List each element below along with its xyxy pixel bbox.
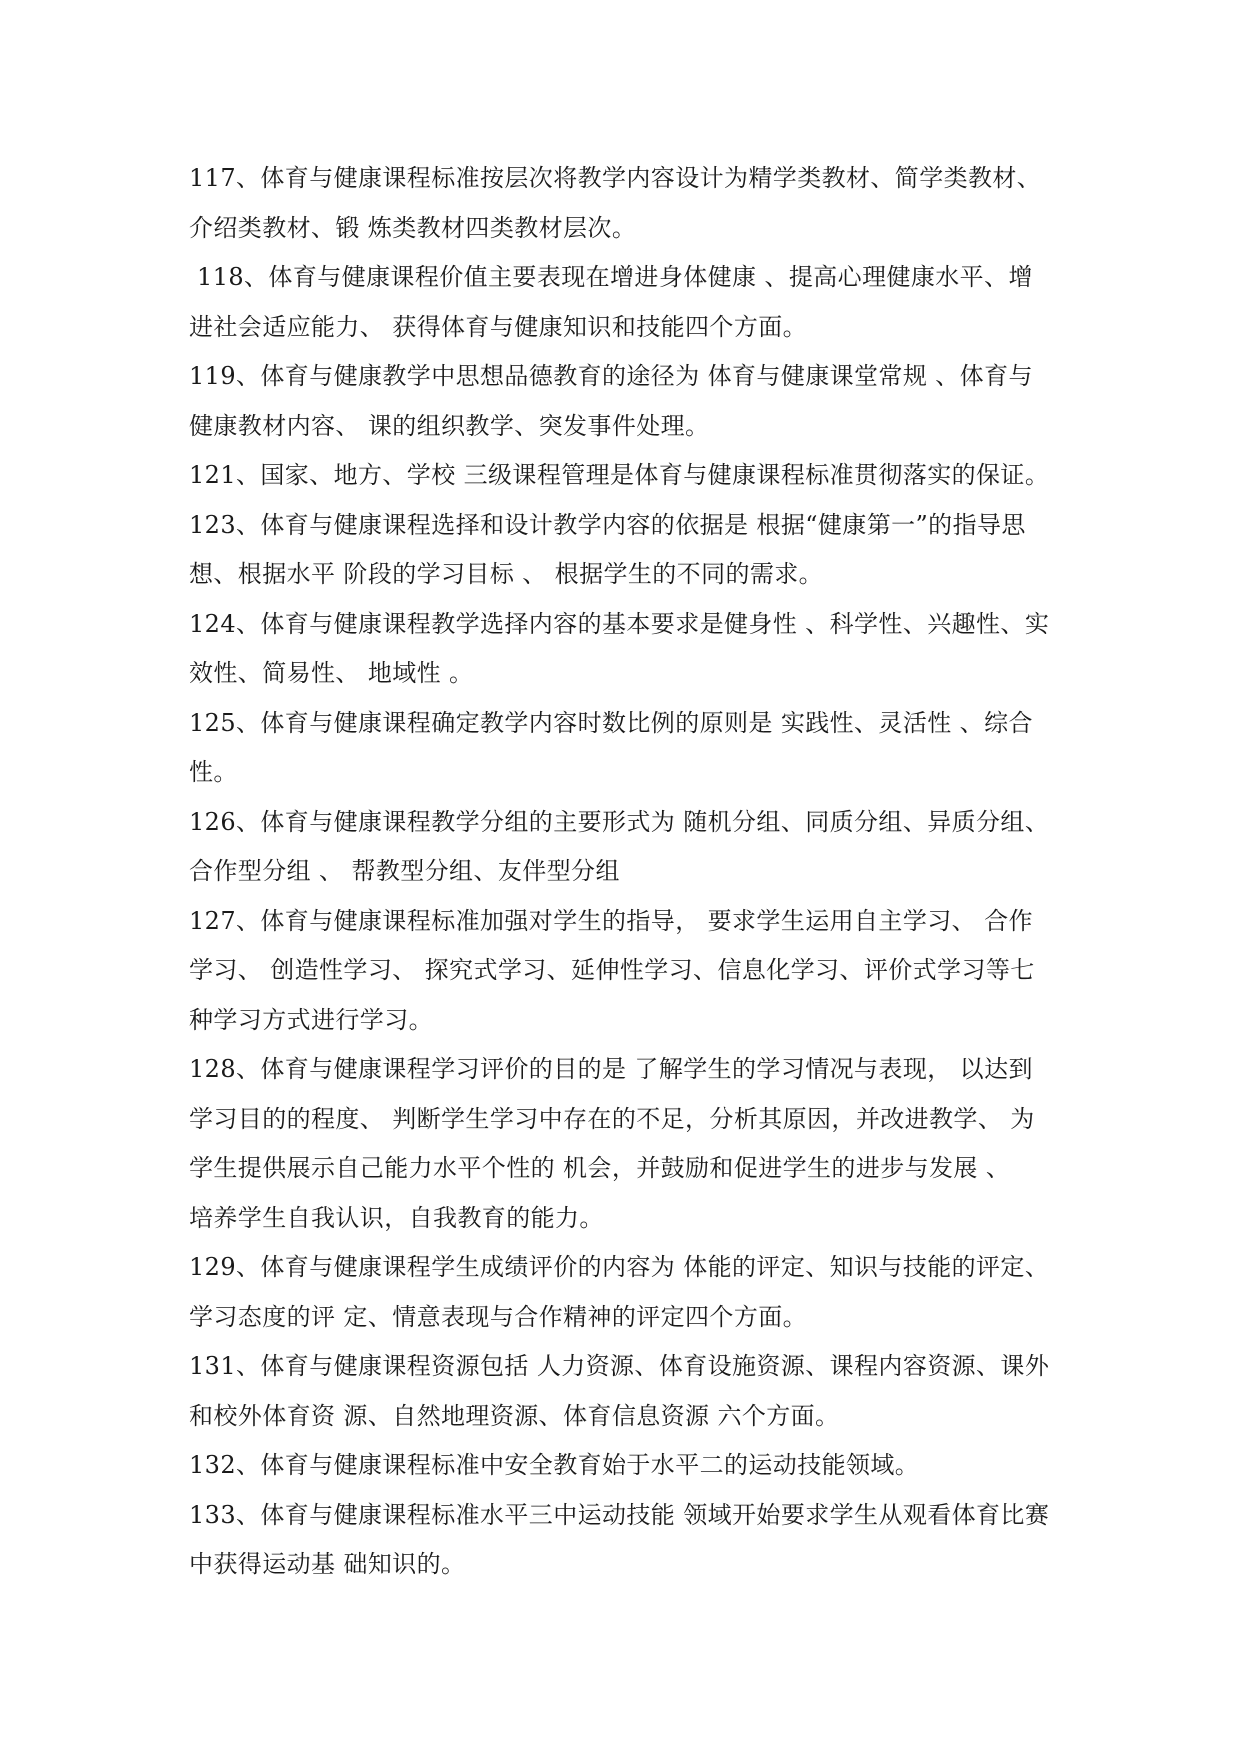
- text-line: 想、根据水平 阶段的学习目标 、 根据学生的不同的需求。: [189, 560, 824, 588]
- text-line: 132、体育与健康课程标准中安全教育始于水平二的运动技能领域。: [189, 1451, 920, 1479]
- text-line: 效性、简易性、 地域性 。: [189, 659, 474, 687]
- text-line: 119、体育与健康教学中思想品德教育的途径为 体育与健康课堂常规 、体育与: [189, 362, 1033, 390]
- text-line: 127、体育与健康课程标准加强对学生的指导， 要求学生运用自主学习、 合作: [189, 906, 1033, 935]
- text-line: 124、体育与健康课程教学选择内容的基本要求是健身性 、科学性、兴趣性、实: [189, 609, 1050, 638]
- text-line: 介绍类教材、锻 炼类教材四类教材层次。: [189, 213, 637, 242]
- text-line: 健康教材内容、 课的组织教学、突发事件处理。: [189, 411, 710, 440]
- text-line: 118、体育与健康课程价值主要表现在增进身体健康 、提高心理健康水平、增: [189, 263, 1033, 291]
- text-line: 学生提供展示自己能力水平个性的 机会，并鼓励和促进学生的进步与发展 、: [189, 1154, 1011, 1182]
- text-line: 中获得运动基 础知识的。: [189, 1550, 466, 1578]
- text-line: 进社会适应能力、 获得体育与健康知识和技能四个方面。: [189, 312, 808, 341]
- text-line: 学习目的的程度、 判断学生学习中存在的不足，分析其原因，并改进教学、 为: [189, 1104, 1035, 1133]
- text-line: 学习、 创造性学习、 探究式学习、延伸性学习、信息化学习、评价式学习等七: [189, 956, 1035, 984]
- text-line: 培养学生自我认识，自我教育的能力。: [189, 1203, 604, 1232]
- text-line: 种学习方式进行学习。: [189, 1005, 433, 1034]
- text-line: 117、体育与健康课程标准按层次将教学内容设计为精学类教材、简学类教材、: [189, 164, 1042, 192]
- text-line: 133、体育与健康课程标准水平三中运动技能 领域开始要求学生从观看体育比赛: [189, 1500, 1050, 1529]
- text-line: 学习态度的评 定、情意表现与合作精神的评定四个方面。: [189, 1302, 808, 1331]
- text-line: 125、体育与健康课程确定教学内容时数比例的原则是 实践性、灵活性 、综合: [189, 708, 1033, 737]
- text-line: 性。: [189, 758, 238, 786]
- text-line: 合作型分组 、 帮教型分组、友伴型分组: [189, 857, 620, 885]
- text-line: 和校外体育资 源、自然地理资源、体育信息资源 六个方面。: [189, 1401, 840, 1430]
- text-line: 123、体育与健康课程选择和设计教学内容的依据是 根据“健康第一”的指导思: [189, 510, 1026, 539]
- document-body: [189, 154, 1059, 1590]
- text-line: 121、国家、地方、学校 三级课程管理是体育与健康课程标准贯彻落实的保证。: [189, 461, 1050, 489]
- text-line: 129、体育与健康课程学生成绩评价的内容为 体能的评定、知识与技能的评定、: [189, 1253, 1050, 1281]
- text-line: 128、体育与健康课程学习评价的目的是 了解学生的学习情况与表现， 以达到: [189, 1055, 1033, 1083]
- text-line: 126、体育与健康课程教学分组的主要形式为 随机分组、同质分组、异质分组、: [189, 807, 1050, 836]
- text-line: 131、体育与健康课程资源包括 人力资源、体育设施资源、课程内容资源、课外: [189, 1352, 1050, 1380]
